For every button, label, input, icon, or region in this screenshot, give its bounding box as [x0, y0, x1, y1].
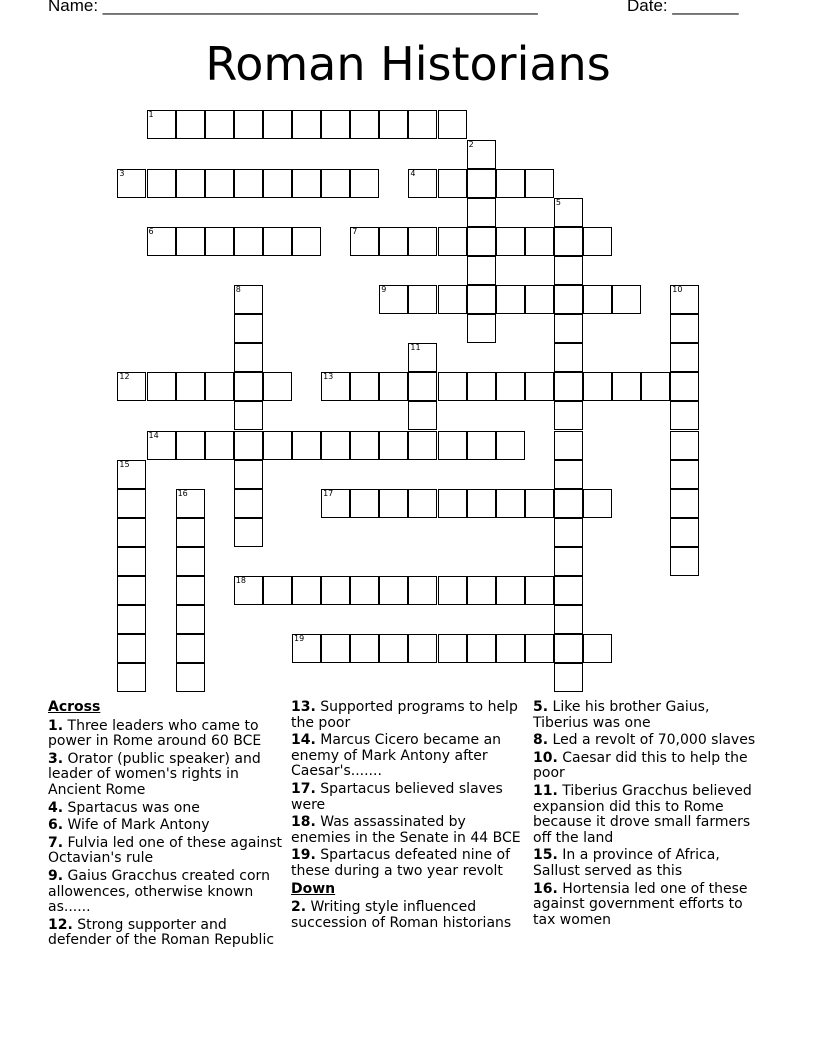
grid-cell[interactable]	[496, 576, 525, 605]
grid-cell[interactable]	[234, 401, 263, 430]
grid-cell[interactable]	[496, 227, 525, 256]
grid-cell[interactable]	[176, 489, 205, 518]
grid-cell[interactable]	[641, 372, 670, 401]
grid-cell[interactable]	[350, 489, 379, 518]
clue-number: 2.	[291, 899, 307, 916]
grid-cell[interactable]	[408, 401, 437, 430]
grid-cell[interactable]	[496, 431, 525, 460]
grid-cell[interactable]	[467, 285, 496, 314]
clue-15	[533, 848, 769, 879]
grid-cell[interactable]	[379, 489, 408, 518]
clue-9	[48, 869, 284, 916]
grid-cell[interactable]	[467, 314, 496, 343]
grid-cell[interactable]	[234, 518, 263, 547]
cell-number: 11	[410, 343, 421, 353]
grid-cell[interactable]	[670, 401, 699, 430]
clue-4	[48, 801, 284, 817]
grid-cell[interactable]	[467, 140, 496, 169]
grid-cell[interactable]	[554, 547, 583, 576]
clue-column-2	[291, 700, 527, 933]
grid-cell[interactable]	[350, 634, 379, 663]
cell-number: 18	[235, 576, 246, 585]
grid-cell[interactable]	[467, 169, 496, 198]
across-clue-list-continued	[291, 700, 527, 880]
grid-cell[interactable]	[554, 576, 583, 605]
grid-cell[interactable]	[176, 227, 205, 256]
grid-cell[interactable]	[321, 634, 350, 663]
grid-cell[interactable]	[612, 372, 641, 401]
grid-cell[interactable]	[408, 489, 437, 518]
grid-cell[interactable]	[117, 489, 146, 518]
clue-text: Marcus Cicero became an enemy of Mark Antony after Caesar's.......	[291, 732, 502, 780]
grid-cell[interactable]	[670, 372, 699, 401]
grid-cell[interactable]	[496, 169, 525, 198]
grid-cell[interactable]	[234, 314, 263, 343]
grid-cell[interactable]	[583, 489, 612, 518]
clue-text: Three leaders who came to power in Rome around 60 BCE	[48, 717, 262, 750]
grid-cell[interactable]	[554, 634, 583, 663]
grid-cell[interactable]	[554, 256, 583, 285]
grid-cell[interactable]	[554, 518, 583, 547]
grid-cell[interactable]	[408, 227, 437, 256]
grid-cell[interactable]	[670, 314, 699, 343]
clue-text: Strong supporter and defender of the Roman Republic	[48, 916, 275, 949]
grid-cell[interactable]	[467, 489, 496, 518]
grid-cell[interactable]	[117, 605, 146, 634]
grid-cell[interactable]	[525, 169, 554, 198]
date-field-label[interactable]: Date: _______	[627, 0, 739, 15]
grid-cell[interactable]	[496, 489, 525, 518]
grid-cell[interactable]	[554, 489, 583, 518]
clue-11	[533, 784, 769, 846]
clue-text: Caesar did this to help the poor	[533, 749, 748, 782]
cell-number: 1	[148, 110, 154, 120]
clue-16	[533, 882, 769, 929]
grid-cell[interactable]	[467, 227, 496, 256]
clue-number: 13.	[291, 699, 316, 715]
grid-cell[interactable]	[525, 634, 554, 663]
grid-cell[interactable]	[117, 460, 146, 489]
grid-cell[interactable]	[379, 285, 408, 314]
grid-cell[interactable]	[554, 285, 583, 314]
clue-number: 3.	[48, 750, 64, 767]
grid-cell[interactable]	[525, 576, 554, 605]
grid-cell[interactable]	[234, 169, 263, 198]
clue-number: 8.	[533, 732, 549, 749]
grid-cell[interactable]	[670, 547, 699, 576]
cell-number: 19	[294, 634, 305, 644]
clue-5	[533, 700, 769, 731]
cell-number: 8	[235, 285, 241, 294]
grid-cell[interactable]	[350, 431, 379, 460]
cell-number: 6	[148, 226, 154, 236]
grid-cell[interactable]	[350, 110, 379, 139]
cell-number: 14	[148, 430, 159, 440]
grid-cell[interactable]	[408, 576, 437, 605]
clue-number: 11.	[533, 782, 558, 799]
cell-number: 3	[119, 168, 125, 178]
grid-cell[interactable]	[176, 169, 205, 198]
grid-cell[interactable]	[670, 460, 699, 489]
cell-number: 4	[410, 168, 416, 178]
grid-cell[interactable]	[350, 227, 379, 256]
grid-cell[interactable]	[292, 576, 321, 605]
grid-cell[interactable]	[176, 634, 205, 663]
grid-cell[interactable]	[176, 576, 205, 605]
grid-cell[interactable]	[467, 198, 496, 227]
down-clue-list	[291, 900, 527, 931]
grid-cell[interactable]	[205, 169, 234, 198]
grid-cell[interactable]	[438, 634, 467, 663]
grid-cell[interactable]	[670, 285, 699, 314]
clue-19	[291, 848, 527, 879]
grid-cell[interactable]	[205, 431, 234, 460]
grid-cell[interactable]	[554, 343, 583, 372]
clue-number: 18.	[291, 814, 316, 831]
grid-cell[interactable]	[525, 372, 554, 401]
clue-text: Wife of Mark Antony	[67, 817, 210, 834]
grid-cell[interactable]	[176, 110, 205, 139]
grid-cell[interactable]	[408, 343, 437, 372]
clue-text: Was assassinated by enemies in the Senate in 44 BCE	[291, 814, 521, 846]
clue-text: Supported programs to help the poor	[291, 699, 518, 731]
grid-cell[interactable]	[234, 431, 263, 460]
clue-7	[48, 836, 284, 867]
clue-12	[48, 918, 284, 949]
clue-text: Spartacus defeated nine of these during a two year revolt	[291, 847, 511, 879]
cell-number: 9	[381, 285, 387, 294]
grid-cell[interactable]	[350, 169, 379, 198]
grid-cell[interactable]	[438, 489, 467, 518]
cell-number: 16	[177, 488, 188, 498]
clue-3	[48, 752, 284, 799]
grid-cell[interactable]	[408, 634, 437, 663]
grid-cell[interactable]	[408, 372, 437, 401]
grid-cell[interactable]	[292, 227, 321, 256]
grid-cell[interactable]	[147, 169, 176, 198]
grid-cell[interactable]	[554, 198, 583, 227]
grid-cell[interactable]	[583, 634, 612, 663]
grid-cell[interactable]	[147, 372, 176, 401]
clue-number: 5.	[533, 699, 549, 715]
grid-cell[interactable]	[147, 431, 176, 460]
grid-cell[interactable]	[176, 431, 205, 460]
grid-cell[interactable]	[379, 576, 408, 605]
grid-cell[interactable]	[321, 489, 350, 518]
grid-cell[interactable]	[117, 372, 146, 401]
grid-cell[interactable]	[292, 110, 321, 139]
across-heading: Across	[48, 699, 101, 715]
grid-cell[interactable]	[525, 489, 554, 518]
grid-cell[interactable]	[554, 227, 583, 256]
clue-number: 9.	[48, 867, 64, 884]
clue-14	[291, 733, 527, 780]
grid-cell[interactable]	[438, 169, 467, 198]
grid-cell[interactable]	[176, 663, 205, 692]
grid-cell[interactable]	[408, 169, 437, 198]
clue-13	[291, 700, 527, 731]
grid-cell[interactable]	[176, 518, 205, 547]
grid-cell[interactable]	[670, 489, 699, 518]
grid-cell[interactable]	[263, 110, 292, 139]
clue-number: 17.	[291, 780, 316, 797]
grid-cell[interactable]	[117, 518, 146, 547]
grid-cell[interactable]	[467, 634, 496, 663]
cell-number: 15	[119, 459, 130, 469]
grid-cell[interactable]	[554, 605, 583, 634]
grid-cell[interactable]	[670, 431, 699, 460]
grid-cell[interactable]	[554, 460, 583, 489]
clue-text: Led a revolt of 70,000 slaves	[552, 732, 756, 749]
grid-cell[interactable]	[117, 663, 146, 692]
grid-cell[interactable]	[234, 576, 263, 605]
cell-number: 13	[323, 372, 334, 382]
grid-cell[interactable]	[263, 227, 292, 256]
grid-cell[interactable]	[554, 372, 583, 401]
clue-number: 6.	[48, 817, 64, 834]
grid-cell[interactable]	[496, 285, 525, 314]
grid-cell[interactable]	[321, 576, 350, 605]
grid-cell[interactable]	[467, 576, 496, 605]
clue-text: Writing style influenced succession of Roman historians	[291, 899, 512, 931]
grid-cell[interactable]	[467, 431, 496, 460]
grid-cell[interactable]	[205, 110, 234, 139]
clue-text: Like his brother Gaius, Tiberius was one	[533, 699, 710, 731]
grid-cell[interactable]	[321, 110, 350, 139]
down-heading: Down	[291, 880, 336, 897]
grid-cell[interactable]	[234, 285, 263, 314]
grid-cell[interactable]	[263, 431, 292, 460]
clue-column-3	[533, 700, 769, 930]
grid-cell[interactable]	[147, 227, 176, 256]
grid-cell[interactable]	[205, 372, 234, 401]
grid-cell[interactable]	[583, 285, 612, 314]
cell-number: 5	[555, 197, 561, 207]
clue-8	[533, 733, 769, 749]
grid-cell[interactable]	[176, 372, 205, 401]
grid-cell[interactable]	[379, 110, 408, 139]
grid-cell[interactable]	[612, 285, 641, 314]
cell-number: 7	[352, 226, 358, 236]
puzzle-title: Roman Historians	[205, 37, 611, 91]
clue-number: 1.	[48, 717, 64, 734]
clue-10	[533, 751, 769, 782]
grid-cell[interactable]	[438, 227, 467, 256]
grid-cell[interactable]	[234, 460, 263, 489]
grid-cell[interactable]	[176, 605, 205, 634]
grid-cell[interactable]	[117, 169, 146, 198]
name-field-label[interactable]: Name: ______________________________________________	[48, 0, 538, 15]
grid-cell[interactable]	[117, 547, 146, 576]
clue-text: Hortensia led one of these against government efforts to tax women	[533, 880, 748, 928]
grid-cell[interactable]	[438, 372, 467, 401]
grid-cell[interactable]	[205, 227, 234, 256]
grid-cell[interactable]	[117, 576, 146, 605]
grid-cell[interactable]	[379, 227, 408, 256]
grid-cell[interactable]	[292, 431, 321, 460]
grid-cell[interactable]	[583, 372, 612, 401]
grid-cell[interactable]	[583, 227, 612, 256]
grid-cell[interactable]	[525, 285, 554, 314]
clue-number: 4.	[48, 799, 64, 816]
clue-1	[48, 719, 284, 750]
across-clue-list	[48, 719, 284, 949]
clue-text: Fulvia led one of these against Octavian's rule	[48, 834, 282, 867]
clue-number: 14.	[291, 732, 316, 749]
grid-cell[interactable]	[554, 431, 583, 460]
grid-cell[interactable]	[379, 372, 408, 401]
clue-2	[291, 900, 527, 931]
clue-number: 16.	[533, 880, 558, 897]
down-clue-list-continued	[533, 700, 769, 928]
grid-cell[interactable]	[670, 343, 699, 372]
grid-cell[interactable]	[554, 314, 583, 343]
grid-cell[interactable]	[525, 227, 554, 256]
clue-17	[291, 782, 527, 813]
grid-cell[interactable]	[234, 227, 263, 256]
clue-number: 19.	[291, 847, 316, 864]
clue-column-1	[48, 700, 284, 951]
grid-cell[interactable]	[176, 547, 205, 576]
grid-cell[interactable]	[408, 431, 437, 460]
grid-cell[interactable]	[350, 576, 379, 605]
grid-cell[interactable]	[234, 489, 263, 518]
grid-cell[interactable]	[263, 372, 292, 401]
grid-cell[interactable]	[234, 343, 263, 372]
clue-text: Spartacus was one	[67, 799, 200, 816]
grid-cell[interactable]	[438, 431, 467, 460]
clue-text: Orator (public speaker) and leader of women's rights in Ancient Rome	[48, 750, 261, 798]
grid-cell[interactable]	[408, 110, 437, 139]
grid-cell[interactable]	[350, 372, 379, 401]
clue-text: Spartacus believed slaves were	[291, 780, 503, 813]
clue-number: 7.	[48, 834, 64, 851]
grid-cell[interactable]	[408, 285, 437, 314]
clue-18	[291, 815, 527, 846]
grid-cell[interactable]	[263, 169, 292, 198]
grid-cell[interactable]	[438, 285, 467, 314]
clue-text: Tiberius Gracchus believed expansion did this to Rome because it drove small farmers off the land	[533, 782, 752, 846]
grid-cell[interactable]	[554, 663, 583, 692]
clue-number: 15.	[533, 847, 558, 864]
grid-cell[interactable]	[379, 431, 408, 460]
grid-cell[interactable]	[147, 110, 176, 139]
grid-cell[interactable]	[467, 372, 496, 401]
grid-cell[interactable]	[554, 401, 583, 430]
grid-cell[interactable]	[292, 169, 321, 198]
grid-cell[interactable]	[321, 169, 350, 198]
grid-cell[interactable]	[670, 518, 699, 547]
grid-cell[interactable]	[438, 110, 467, 139]
grid-cell[interactable]	[496, 372, 525, 401]
cell-number: 12	[119, 372, 130, 382]
clue-text: In a province of Africa, Sallust served as this	[533, 847, 720, 879]
cell-number: 10	[672, 285, 683, 294]
clue-number: 10.	[533, 749, 558, 766]
grid-cell[interactable]	[438, 576, 467, 605]
grid-cell[interactable]	[321, 431, 350, 460]
cell-number: 2	[468, 139, 474, 149]
grid-cell[interactable]	[117, 634, 146, 663]
grid-cell[interactable]	[379, 634, 408, 663]
grid-cell[interactable]	[234, 110, 263, 139]
clue-text: Gaius Gracchus created corn allowences, otherwise known as......	[48, 867, 270, 916]
grid-cell[interactable]	[263, 576, 292, 605]
clue-6	[48, 818, 284, 834]
grid-cell[interactable]	[496, 634, 525, 663]
cell-number: 17	[323, 488, 334, 498]
grid-cell[interactable]	[292, 634, 321, 663]
grid-cell[interactable]	[467, 256, 496, 285]
grid-cell[interactable]	[321, 372, 350, 401]
clue-number: 12.	[48, 916, 73, 933]
grid-cell[interactable]	[234, 372, 263, 401]
